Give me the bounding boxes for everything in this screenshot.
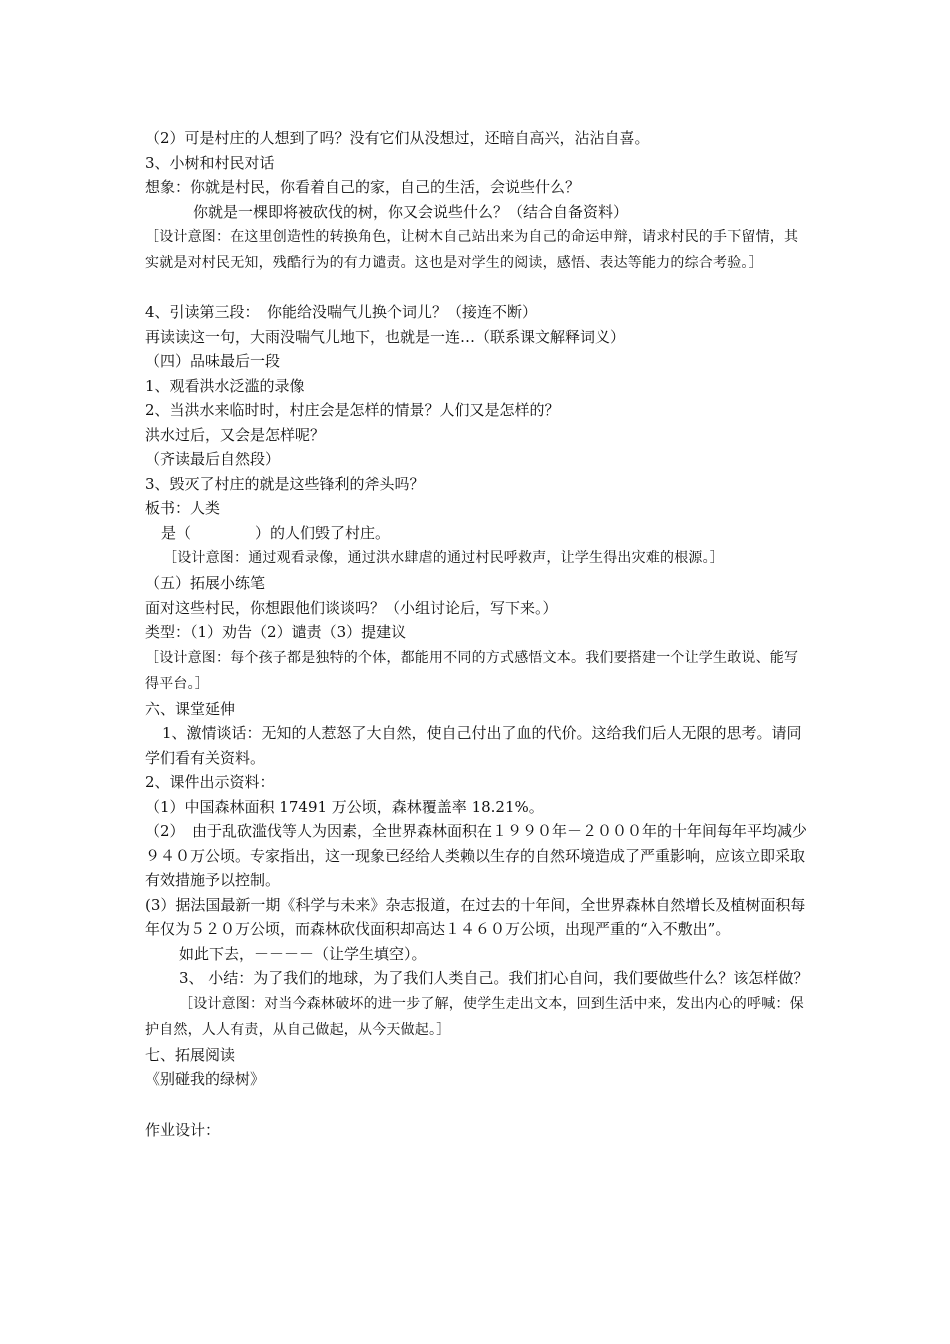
paragraph: 1、激情谈话：无知的人惹怒了大自然，使自己付出了血的代价。这给我们后人无限的思考。请同学们看有关资料。 — [145, 724, 802, 767]
section-heading: 六、课堂延伸 — [145, 699, 236, 718]
text-line: （齐读最后自然段） — [145, 450, 281, 468]
homework-heading: 作业设计： — [145, 1120, 221, 1139]
text-line: 如此下去，－－－－（让学生填空）。 — [179, 944, 427, 963]
summary-paragraph: 3、 小结：为了我们的地球，为了我们人类自己。我们扪心自问，我们要做些什么？该怎样做？ — [179, 969, 809, 987]
blackboard-prefix: 是（ — [161, 523, 192, 542]
section-heading: 3、小树和村民对话 — [145, 153, 275, 172]
text-line: 再读读这一句，大雨没喘气儿地下，也就是一连…（联系课文解释词义） — [145, 327, 626, 346]
text-line: 2、当洪水来临时时，村庄会是怎样的情景？人们又是怎样的？ — [145, 401, 560, 419]
blank-line — [145, 1092, 810, 1118]
text-line: （2）可是村庄的人想到了吗？没有它们从没想过，还暗自高兴，沾沾自喜。 — [145, 129, 650, 147]
text-line: （1）中国森林面积 17491 万公顷，森林覆盖率 18.21%。 — [145, 797, 544, 816]
text-line: 2、课件出示资料： — [145, 773, 275, 791]
section-heading: 4、引读第三段： 你能给没喘气儿换个词儿？（接连不断） — [145, 303, 538, 321]
text-line: 想象：你就是村民，你看着自己的家，自己的生活，会说些什么？ — [145, 178, 581, 196]
design-intent-note: ［设计意图：对当今森林破坏的进一步了解，使学生走出文本，回到生活中来，发出内心的呼喊：保护自然，人人有责，从自己做起，从今天做起。］ — [145, 995, 804, 1038]
blackboard-label: 板书：人类 — [145, 499, 221, 517]
text-line: 1、观看洪水泛滥的录像 — [145, 376, 305, 395]
blackboard-line — [145, 521, 810, 546]
document-page — [145, 126, 810, 1142]
text-line: 洪水过后，又会是怎样呢？ — [145, 425, 326, 444]
text-line: 《别碰我的绿树》 — [145, 1070, 266, 1088]
text-line: 面对这些村民，你想跟他们谈谈吗？（小组讨论后，写下来。） — [145, 598, 558, 617]
text-line: 类型：（1）劝告（2）谴责（3）提建议 — [145, 623, 407, 641]
paragraph: (3）据法国最新一期《科学与未来》杂志报道，在过去的十年间，全世界森林自然增长及植树面积每年仅为５２０万公顷，而森林砍伐面积却高达１４６０万公顷，出现严重的“入不敷出”。 — [145, 895, 806, 938]
design-intent-note: ［设计意图：在这里创造性的转换角色，让树木自己站出来为自己的命运申辩，请求村民的手下留情，其实就是对村民无知，残酷行为的有力谴责。这也是对学生的阅读，感悟、表达等能力的综合考验。］ — [145, 229, 799, 271]
blank-line — [145, 276, 810, 300]
text-line: 3、毁灭了村庄的就是这些锋利的斧头吗？ — [145, 474, 425, 493]
blackboard-suffix: ）的人们毁了村庄。 — [255, 523, 391, 542]
section-heading: （四）品味最后一段 — [145, 352, 281, 370]
section-heading: 七、拓展阅读 — [145, 1045, 236, 1064]
design-intent-note: ［设计意图：每个孩子都是独特的个体，都能用不同的方式感悟文本。我们要搭建一个让学生敢说、能写得平台。］ — [145, 649, 799, 692]
section-heading: （五）拓展小练笔 — [145, 574, 266, 592]
design-intent-note: ［设计意图：通过观看录像，通过洪水肆虐的通过村民呼救声，让学生得出灾难的根源。］ — [163, 550, 724, 566]
text-line: 你就是一棵即将被砍伐的树，你又会说些什么？（结合自备资料） — [193, 202, 629, 221]
paragraph: （2） 由于乱砍滥伐等人为因素，全世界森林面积在１９９０年－２０００年的十年间每年平均减少９４０万公顷。专家指出，这一现象已经给人类赖以生存的自然环境造成了严重影响，应该立即采取有效措施予以控制。 — [145, 822, 808, 889]
